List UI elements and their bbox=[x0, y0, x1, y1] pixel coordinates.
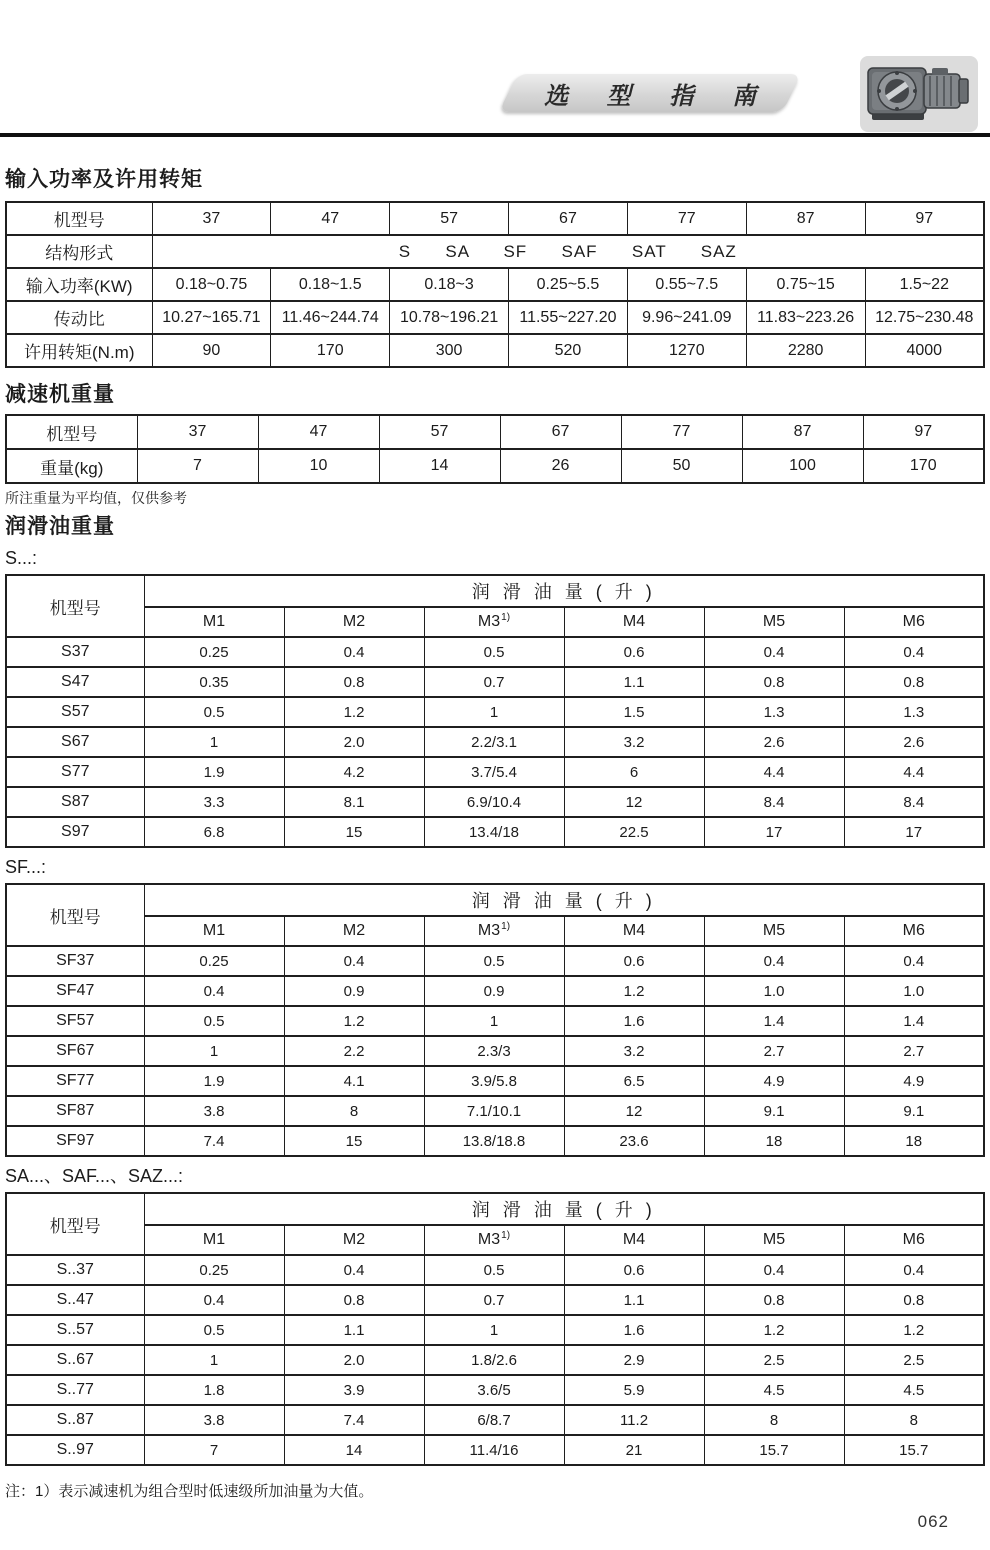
cell: 0.7 bbox=[424, 1285, 564, 1315]
cell: 10 bbox=[258, 449, 379, 483]
cell: 1.1 bbox=[564, 667, 704, 697]
cell: 12 bbox=[564, 787, 704, 817]
model-cell: S67 bbox=[6, 727, 144, 757]
oil-table-caption-sa: SA...、SAF...、SAZ...: bbox=[5, 1166, 184, 1186]
cell: 1.8/2.6 bbox=[424, 1345, 564, 1375]
cell: 7.1/10.1 bbox=[424, 1096, 564, 1126]
cell: 7.4 bbox=[284, 1405, 424, 1435]
cell: 47 bbox=[258, 415, 379, 449]
spec-table bbox=[5, 201, 985, 368]
table-row bbox=[6, 301, 984, 334]
model-cell: S77 bbox=[6, 757, 144, 787]
cell: 18 bbox=[704, 1126, 844, 1156]
gear-motor-icon bbox=[858, 54, 980, 134]
cell: 8 bbox=[704, 1405, 844, 1435]
row-label: 传动比 bbox=[6, 301, 152, 334]
cell: 11.55~227.20 bbox=[509, 301, 628, 334]
cell: 0.4 bbox=[704, 1255, 844, 1285]
cell: 0.6 bbox=[564, 637, 704, 667]
cell: 0.5 bbox=[144, 697, 284, 727]
cell: 0.8 bbox=[844, 1285, 984, 1315]
cell: 57 bbox=[379, 415, 500, 449]
model-cell: S97 bbox=[6, 817, 144, 847]
page-content bbox=[0, 166, 990, 1532]
cell: 2.2/3.1 bbox=[424, 727, 564, 757]
cell: 6 bbox=[564, 757, 704, 787]
cell: 0.6 bbox=[564, 1255, 704, 1285]
cell: 2.5 bbox=[704, 1345, 844, 1375]
cell: 1 bbox=[424, 697, 564, 727]
cell: 0.8 bbox=[284, 1285, 424, 1315]
cell: 7.4 bbox=[144, 1126, 284, 1156]
cell: 4.1 bbox=[284, 1066, 424, 1096]
column-header-oil-group: 润 滑 油 量 ( 升 ) bbox=[144, 575, 984, 607]
column-header-m3 bbox=[424, 1225, 564, 1255]
cell: 3.8 bbox=[144, 1096, 284, 1126]
cell: 5.9 bbox=[564, 1375, 704, 1405]
cell: 87 bbox=[746, 202, 865, 235]
column-header-m6: M6 bbox=[844, 1225, 984, 1255]
cell: 0.4 bbox=[844, 1255, 984, 1285]
cell: 26 bbox=[500, 449, 621, 483]
cell: 8.1 bbox=[284, 787, 424, 817]
cell: 3.2 bbox=[564, 727, 704, 757]
cell: 14 bbox=[284, 1435, 424, 1465]
table-row bbox=[6, 697, 984, 727]
oil-table-caption-sf: SF...: bbox=[5, 857, 47, 877]
cell: 97 bbox=[863, 415, 984, 449]
cell: 0.5 bbox=[144, 1006, 284, 1036]
table-row bbox=[6, 1435, 984, 1465]
cell: 15 bbox=[284, 1126, 424, 1156]
cell: 170 bbox=[271, 334, 390, 367]
cell: 14 bbox=[379, 449, 500, 483]
cell: 8 bbox=[284, 1096, 424, 1126]
cell: 0.25 bbox=[144, 637, 284, 667]
cell: 9.96~241.09 bbox=[627, 301, 746, 334]
table-row bbox=[6, 884, 984, 916]
model-cell: SF67 bbox=[6, 1036, 144, 1066]
cell: 4.2 bbox=[284, 757, 424, 787]
model-cell: SF77 bbox=[6, 1066, 144, 1096]
oil-table-sf bbox=[5, 883, 985, 1157]
cell: 1.3 bbox=[844, 697, 984, 727]
section-title-spec: 输入功率及许用转矩 bbox=[5, 168, 203, 191]
cell: 2.6 bbox=[704, 727, 844, 757]
cell: 3.8 bbox=[144, 1405, 284, 1435]
cell: 18 bbox=[844, 1126, 984, 1156]
cell: 15.7 bbox=[844, 1435, 984, 1465]
column-header-m1: M1 bbox=[144, 916, 284, 946]
cell: 0.4 bbox=[284, 637, 424, 667]
oil-table-caption-s: S...: bbox=[5, 548, 38, 568]
column-header-m5: M5 bbox=[704, 916, 844, 946]
row-label: 结构形式 bbox=[6, 235, 152, 268]
cell: 2280 bbox=[746, 334, 865, 367]
cell: 4.4 bbox=[844, 757, 984, 787]
table-row bbox=[6, 1405, 984, 1435]
cell: 15 bbox=[284, 817, 424, 847]
table-row bbox=[6, 976, 984, 1006]
table-row bbox=[6, 1066, 984, 1096]
column-header-m1: M1 bbox=[144, 607, 284, 637]
cell-structure-types: S SA SF SAF SAT SAZ bbox=[152, 235, 984, 268]
cell: 1.8 bbox=[144, 1375, 284, 1405]
column-header-m2: M2 bbox=[284, 1225, 424, 1255]
cell: 1.2 bbox=[284, 697, 424, 727]
cell: 67 bbox=[500, 415, 621, 449]
row-label: 机型号 bbox=[6, 202, 152, 235]
cell: 0.4 bbox=[704, 637, 844, 667]
cell: 0.5 bbox=[424, 1255, 564, 1285]
column-header-m1: M1 bbox=[144, 1225, 284, 1255]
cell: 0.8 bbox=[284, 667, 424, 697]
cell: 1.3 bbox=[704, 697, 844, 727]
cell: 11.83~223.26 bbox=[746, 301, 865, 334]
table-row bbox=[6, 757, 984, 787]
cell: 3.7/5.4 bbox=[424, 757, 564, 787]
cell: 3.9/5.8 bbox=[424, 1066, 564, 1096]
cell: 17 bbox=[704, 817, 844, 847]
cell: 47 bbox=[271, 202, 390, 235]
cell: 300 bbox=[390, 334, 509, 367]
row-label: 许用转矩(N.m) bbox=[6, 334, 152, 367]
cell: 3.6/5 bbox=[424, 1375, 564, 1405]
table-row bbox=[6, 946, 984, 976]
cell: 8 bbox=[844, 1405, 984, 1435]
cell: 1.1 bbox=[564, 1285, 704, 1315]
section-title-oil: 润滑油重量 bbox=[5, 515, 115, 538]
cell: 1.0 bbox=[844, 976, 984, 1006]
table-row bbox=[6, 817, 984, 847]
cell: 1.2 bbox=[564, 976, 704, 1006]
model-cell: SF87 bbox=[6, 1096, 144, 1126]
cell: 1.4 bbox=[844, 1006, 984, 1036]
cell: 170 bbox=[863, 449, 984, 483]
table-row bbox=[6, 575, 984, 607]
model-cell: SF47 bbox=[6, 976, 144, 1006]
cell: 0.4 bbox=[844, 637, 984, 667]
model-cell: S47 bbox=[6, 667, 144, 697]
cell: 11.2 bbox=[564, 1405, 704, 1435]
column-header-m3 bbox=[424, 607, 564, 637]
column-header-m4: M4 bbox=[564, 607, 704, 637]
cell: 1.6 bbox=[564, 1315, 704, 1345]
cell: 37 bbox=[137, 415, 258, 449]
cell: 0.18~3 bbox=[390, 268, 509, 301]
cell: 57 bbox=[390, 202, 509, 235]
cell: 1.5~22 bbox=[865, 268, 984, 301]
cell: 1 bbox=[144, 1345, 284, 1375]
column-header-model: 机型号 bbox=[6, 575, 144, 637]
column-header-m5: M5 bbox=[704, 1225, 844, 1255]
oil-table-s bbox=[5, 574, 985, 848]
cell: 6.8 bbox=[144, 817, 284, 847]
cell: 520 bbox=[509, 334, 628, 367]
table-row bbox=[6, 1036, 984, 1066]
cell: 0.25 bbox=[144, 1255, 284, 1285]
cell: 1.4 bbox=[704, 1006, 844, 1036]
cell: 13.4/18 bbox=[424, 817, 564, 847]
cell: 50 bbox=[621, 449, 742, 483]
cell: 15.7 bbox=[704, 1435, 844, 1465]
cell: 8.4 bbox=[844, 787, 984, 817]
cell: 2.7 bbox=[844, 1036, 984, 1066]
cell: 0.9 bbox=[284, 976, 424, 1006]
table-row bbox=[6, 449, 984, 483]
table-row bbox=[6, 235, 984, 268]
table-row bbox=[6, 1193, 984, 1225]
cell: 1.1 bbox=[284, 1315, 424, 1345]
cell: 4.9 bbox=[704, 1066, 844, 1096]
cell: 2.5 bbox=[844, 1345, 984, 1375]
cell: 0.5 bbox=[424, 946, 564, 976]
cell: 0.4 bbox=[284, 1255, 424, 1285]
m3-label: M3 bbox=[477, 922, 501, 939]
model-cell: S..47 bbox=[6, 1285, 144, 1315]
cell: 1.0 bbox=[704, 976, 844, 1006]
table-row bbox=[6, 637, 984, 667]
cell: 3.3 bbox=[144, 787, 284, 817]
cell: 0.35 bbox=[144, 667, 284, 697]
cell: 87 bbox=[742, 415, 863, 449]
column-header-m2: M2 bbox=[284, 607, 424, 637]
page-number: 062 bbox=[917, 1512, 949, 1531]
column-header-m4: M4 bbox=[564, 1225, 704, 1255]
table-row bbox=[6, 268, 984, 301]
cell: 2.0 bbox=[284, 1345, 424, 1375]
cell: 11.46~244.74 bbox=[271, 301, 390, 334]
cell: 0.18~0.75 bbox=[152, 268, 271, 301]
model-cell: S..67 bbox=[6, 1345, 144, 1375]
column-header-m4: M4 bbox=[564, 916, 704, 946]
cell: 8.4 bbox=[704, 787, 844, 817]
cell: 1.2 bbox=[704, 1315, 844, 1345]
cell: 0.4 bbox=[284, 946, 424, 976]
cell: 0.18~1.5 bbox=[271, 268, 390, 301]
cell: 1 bbox=[144, 727, 284, 757]
cell: 0.6 bbox=[564, 946, 704, 976]
table-row bbox=[6, 1126, 984, 1156]
section-title-weight: 减速机重量 bbox=[5, 383, 115, 406]
cell: 97 bbox=[865, 202, 984, 235]
model-cell: S..87 bbox=[6, 1405, 144, 1435]
column-header-model: 机型号 bbox=[6, 1193, 144, 1255]
model-cell: SF57 bbox=[6, 1006, 144, 1036]
m3-label: M3 bbox=[477, 613, 501, 630]
row-label: 重量(kg) bbox=[6, 449, 137, 483]
cell: 2.6 bbox=[844, 727, 984, 757]
cell: 0.55~7.5 bbox=[627, 268, 746, 301]
cell: 0.5 bbox=[424, 637, 564, 667]
cell: 4.5 bbox=[704, 1375, 844, 1405]
cell: 0.75~15 bbox=[746, 268, 865, 301]
model-cell: SF37 bbox=[6, 946, 144, 976]
table-row bbox=[6, 1375, 984, 1405]
column-header-m6: M6 bbox=[844, 607, 984, 637]
cell: 1270 bbox=[627, 334, 746, 367]
cell: 77 bbox=[621, 415, 742, 449]
cell: 0.5 bbox=[144, 1315, 284, 1345]
cell: 0.4 bbox=[704, 946, 844, 976]
cell: 0.25 bbox=[144, 946, 284, 976]
cell: 0.9 bbox=[424, 976, 564, 1006]
cell: 7 bbox=[144, 1435, 284, 1465]
column-header-model: 机型号 bbox=[6, 884, 144, 946]
page-footnote: 注：1）表示减速机为组合型时低速级所加油量为大值。 bbox=[5, 1483, 374, 1500]
cell: 1.2 bbox=[284, 1006, 424, 1036]
m3-footnote-marker: 1) bbox=[501, 920, 511, 932]
cell: 90 bbox=[152, 334, 271, 367]
cell: 0.4 bbox=[144, 976, 284, 1006]
table-row bbox=[6, 1096, 984, 1126]
table-row bbox=[6, 1315, 984, 1345]
table-row bbox=[6, 334, 984, 367]
header-divider bbox=[0, 133, 990, 137]
model-cell: S37 bbox=[6, 637, 144, 667]
cell: 7 bbox=[137, 449, 258, 483]
cell: 4.5 bbox=[844, 1375, 984, 1405]
cell: 3.9 bbox=[284, 1375, 424, 1405]
cell: 22.5 bbox=[564, 817, 704, 847]
weight-table bbox=[5, 414, 985, 484]
cell: 4.9 bbox=[844, 1066, 984, 1096]
table-row bbox=[6, 607, 984, 637]
cell: 2.0 bbox=[284, 727, 424, 757]
cell: 1 bbox=[144, 1036, 284, 1066]
model-cell: S..77 bbox=[6, 1375, 144, 1405]
cell: 0.4 bbox=[844, 946, 984, 976]
model-cell: S87 bbox=[6, 787, 144, 817]
cell: 2.3/3 bbox=[424, 1036, 564, 1066]
cell: 6.9/10.4 bbox=[424, 787, 564, 817]
cell: 1 bbox=[424, 1006, 564, 1036]
column-header-m3 bbox=[424, 916, 564, 946]
cell: 9.1 bbox=[704, 1096, 844, 1126]
cell: 1.5 bbox=[564, 697, 704, 727]
cell: 10.27~165.71 bbox=[152, 301, 271, 334]
cell: 1.9 bbox=[144, 757, 284, 787]
weight-note: 所注重量为平均值，仅供参考 bbox=[5, 490, 187, 506]
cell: 37 bbox=[152, 202, 271, 235]
cell: 100 bbox=[742, 449, 863, 483]
cell: 0.8 bbox=[844, 667, 984, 697]
table-row bbox=[6, 1006, 984, 1036]
column-header-oil-group: 润 滑 油 量 ( 升 ) bbox=[144, 1193, 984, 1225]
m3-footnote-marker: 1) bbox=[501, 611, 511, 623]
cell: 1 bbox=[424, 1315, 564, 1345]
cell: 13.8/18.8 bbox=[424, 1126, 564, 1156]
cell: 6/8.7 bbox=[424, 1405, 564, 1435]
cell: 11.4/16 bbox=[424, 1435, 564, 1465]
table-row bbox=[6, 727, 984, 757]
cell: 77 bbox=[627, 202, 746, 235]
cell: 6.5 bbox=[564, 1066, 704, 1096]
table-row bbox=[6, 1345, 984, 1375]
cell: 12.75~230.48 bbox=[865, 301, 984, 334]
cell: 9.1 bbox=[844, 1096, 984, 1126]
oil-table-sa bbox=[5, 1192, 985, 1466]
cell: 17 bbox=[844, 817, 984, 847]
cell: 21 bbox=[564, 1435, 704, 1465]
table-row bbox=[6, 415, 984, 449]
cell: 2.2 bbox=[284, 1036, 424, 1066]
title-banner bbox=[499, 74, 802, 112]
cell: 0.7 bbox=[424, 667, 564, 697]
cell: 67 bbox=[509, 202, 628, 235]
table-row bbox=[6, 1285, 984, 1315]
column-header-oil-group: 润 滑 油 量 ( 升 ) bbox=[144, 884, 984, 916]
page-header bbox=[0, 0, 990, 140]
table-row bbox=[6, 787, 984, 817]
table-row bbox=[6, 916, 984, 946]
cell: 12 bbox=[564, 1096, 704, 1126]
cell: 10.78~196.21 bbox=[390, 301, 509, 334]
cell: 0.25~5.5 bbox=[509, 268, 628, 301]
gear-motor-image bbox=[858, 54, 980, 134]
row-label: 机型号 bbox=[6, 415, 137, 449]
m3-footnote-marker: 1) bbox=[501, 1229, 511, 1241]
model-cell: S..57 bbox=[6, 1315, 144, 1345]
table-row bbox=[6, 202, 984, 235]
cell: 1.6 bbox=[564, 1006, 704, 1036]
column-header-m6: M6 bbox=[844, 916, 984, 946]
cell: 4.4 bbox=[704, 757, 844, 787]
cell: 0.4 bbox=[144, 1285, 284, 1315]
model-cell: S..37 bbox=[6, 1255, 144, 1285]
cell: 2.7 bbox=[704, 1036, 844, 1066]
cell: 0.8 bbox=[704, 667, 844, 697]
cell: 23.6 bbox=[564, 1126, 704, 1156]
cell: 2.9 bbox=[564, 1345, 704, 1375]
m3-label: M3 bbox=[477, 1231, 501, 1248]
row-label: 输入功率(KW) bbox=[6, 268, 152, 301]
column-header-m5: M5 bbox=[704, 607, 844, 637]
model-cell: SF97 bbox=[6, 1126, 144, 1156]
table-row bbox=[6, 667, 984, 697]
model-cell: S..97 bbox=[6, 1435, 144, 1465]
cell: 3.2 bbox=[564, 1036, 704, 1066]
cell: 0.8 bbox=[704, 1285, 844, 1315]
model-cell: S57 bbox=[6, 697, 144, 727]
cell: 1.2 bbox=[844, 1315, 984, 1345]
column-header-m2: M2 bbox=[284, 916, 424, 946]
page-title: 选 型 指 南 bbox=[543, 82, 772, 110]
table-row bbox=[6, 1255, 984, 1285]
cell: 4000 bbox=[865, 334, 984, 367]
table-row bbox=[6, 1225, 984, 1255]
cell: 1.9 bbox=[144, 1066, 284, 1096]
